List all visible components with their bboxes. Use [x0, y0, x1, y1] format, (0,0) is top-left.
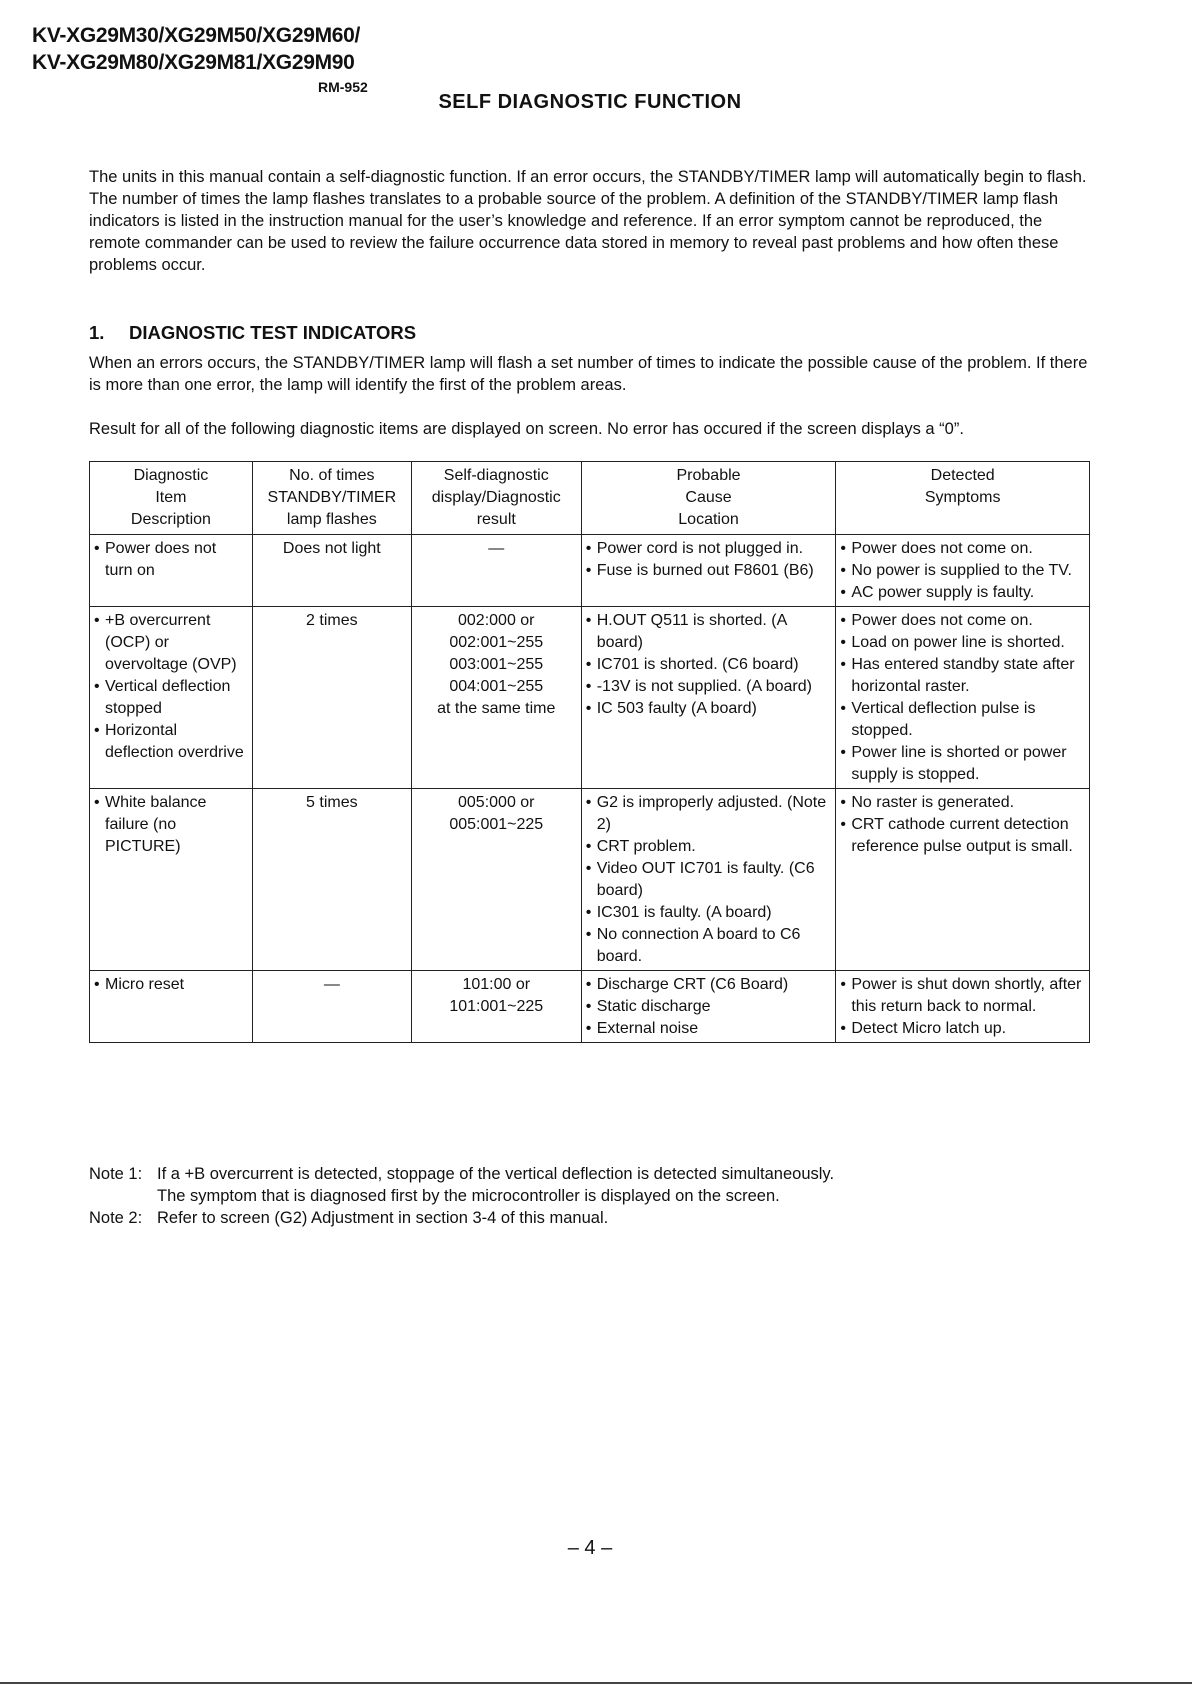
list-item: • Power is shut down shortly, after this return back to normal. — [840, 974, 1085, 1018]
display-line: 004:001~255 — [449, 678, 544, 695]
list-item: • Vertical deflection pulse is stopped. — [840, 698, 1085, 742]
table-header-row — [90, 462, 1090, 535]
list-item: • Fuse is burned out F8601 (B6) — [586, 560, 832, 582]
cell-item-description — [90, 607, 253, 789]
list-item: • IC301 is faulty. (A board) — [586, 902, 832, 924]
section-title: DIAGNOSTIC TEST INDICATORS — [129, 322, 417, 343]
table-row — [90, 607, 1090, 789]
section-paragraph-2: Result for all of the following diagnostic items are displayed on screen. No error has occured if the screen displays a “0”. — [89, 420, 964, 438]
list-item: • No connection A board to C6 board. — [586, 924, 832, 968]
list-item: • Power does not come on. — [840, 610, 1085, 632]
list-item: • Discharge CRT (C6 Board) — [586, 974, 832, 996]
list-item: • Micro reset — [94, 974, 248, 996]
list-item: • -13V is not supplied. (A board) — [586, 676, 832, 698]
note-2-text: Refer to screen (G2) Adjustment in section 3-4 of this manual. — [157, 1209, 609, 1227]
table-row — [90, 789, 1090, 971]
cell-lamp-flashes: — — [252, 971, 411, 1043]
list-item: • IC701 is shorted. (C6 board) — [586, 654, 832, 676]
list-item: • Video OUT IC701 is faulty. (C6 board) — [586, 858, 832, 902]
list-item: • Power cord is not plugged in. — [586, 538, 832, 560]
list-item: • CRT cathode current detection reference pulse output is small. — [840, 814, 1085, 858]
header-probable-cause: Probable Cause Location — [581, 462, 836, 535]
display-line: — — [488, 540, 505, 557]
list-item: • IC 503 faulty (A board) — [586, 698, 832, 720]
display-line: 005:001~225 — [449, 816, 544, 833]
list-item: • Power does not turn on — [94, 538, 248, 582]
section-paragraph-1: When an errors occurs, the STANDBY/TIMER lamp will flash a set number of times to indicate the possible cause of the problem. If there is more than one error, the lamp will identify the first of the problem areas. — [89, 354, 1088, 394]
list-item: • Power line is shorted or power supply is stopped. — [840, 742, 1085, 786]
cell-self-diagnostic-display — [411, 971, 581, 1043]
cell-probable-cause — [581, 971, 836, 1043]
list-item: • Static discharge — [586, 996, 832, 1018]
cell-detected-symptoms — [836, 535, 1090, 607]
cell-detected-symptoms — [836, 971, 1090, 1043]
list-item: • Detect Micro latch up. — [840, 1018, 1085, 1040]
list-item: • H.OUT Q511 is shorted. (A board) — [586, 610, 832, 654]
section-heading — [89, 322, 416, 344]
note-1 — [89, 1163, 834, 1185]
list-item: • No power is supplied to the TV. — [840, 560, 1085, 582]
intro-paragraph-1: The units in this manual contain a self-diagnostic function. If an error occurs, the STANDBY/TIMER lamp will automatically begin to flash. — [89, 168, 1087, 186]
note-1-text-line2: The symptom that is diagnosed first by the microcontroller is displayed on the screen. — [157, 1187, 780, 1205]
display-line: 003:001~255 — [449, 656, 544, 673]
note-1-continued — [89, 1185, 834, 1207]
display-line: 101:00 or — [462, 976, 531, 993]
header-item-description: Diagnostic Item Description — [90, 462, 253, 535]
display-line: 002:000 or — [458, 612, 535, 629]
display-line: 101:001~225 — [449, 998, 544, 1015]
note-2 — [89, 1207, 834, 1229]
diagnostic-table — [89, 461, 1090, 1043]
bottom-rule — [0, 1682, 1192, 1684]
table-row — [90, 971, 1090, 1043]
notes — [89, 1163, 834, 1229]
page-number: – 4 – — [567, 1537, 613, 1559]
display-line: 002:001~255 — [449, 634, 544, 651]
section-text — [89, 352, 1089, 440]
list-item: • Has entered standby state after horizontal raster. — [840, 654, 1085, 698]
list-item: • +B overcurrent (OCP) or overvoltage (OVP) — [94, 610, 248, 676]
header-self-diagnostic-display: Self-diagnostic display/Diagnostic result — [411, 462, 581, 535]
table-body — [90, 535, 1090, 1043]
cell-item-description — [90, 971, 253, 1043]
cell-detected-symptoms — [836, 789, 1090, 971]
intro-text — [89, 166, 1089, 276]
display-line: 005:000 or — [458, 794, 535, 811]
list-item: • G2 is improperly adjusted. (Note 2) — [586, 792, 832, 836]
list-item: • CRT problem. — [586, 836, 832, 858]
table-row — [90, 535, 1090, 607]
cell-probable-cause — [581, 607, 836, 789]
list-item: • Load on power line is shorted. — [840, 632, 1085, 654]
page-title: SELF DIAGNOSTIC FUNCTION — [438, 91, 742, 113]
cell-self-diagnostic-display — [411, 607, 581, 789]
cell-lamp-flashes: Does not light — [252, 535, 411, 607]
section-number: 1. — [89, 322, 105, 343]
cell-lamp-flashes: 5 times — [252, 789, 411, 971]
list-item: • Power does not come on. — [840, 538, 1085, 560]
cell-item-description — [90, 535, 253, 607]
model-numbers-line1: KV-XG29M30/XG29M50/XG29M60/ — [32, 24, 361, 47]
list-item: • Horizontal deflection overdrive — [94, 720, 248, 764]
list-item: • White balance failure (no PICTURE) — [94, 792, 248, 858]
list-item: • AC power supply is faulty. — [840, 582, 1085, 604]
note-2-label: Note 2: — [89, 1209, 143, 1227]
cell-detected-symptoms — [836, 607, 1090, 789]
note-1-text: If a +B overcurrent is detected, stoppage of the vertical deflection is detected simultaneously. — [157, 1165, 835, 1183]
cell-lamp-flashes: 2 times — [252, 607, 411, 789]
list-item: • No raster is generated. — [840, 792, 1085, 814]
header-detected-symptoms: Detected Symptoms — [836, 462, 1090, 535]
cell-self-diagnostic-display — [411, 535, 581, 607]
intro-paragraph-2: The number of times the lamp flashes translates to a probable source of the problem. A definition of the STANDBY/TIMER lamp flash indicators is listed in the instruction manual for the user’s knowledge and reference. If an error symptom cannot be reproduced, the remote commander can be used to review the failure occurrence data stored in memory to reveal past problems and how often these problems occur. — [89, 190, 1059, 274]
cell-probable-cause — [581, 535, 836, 607]
cell-probable-cause — [581, 789, 836, 971]
display-line: at the same time — [437, 700, 556, 717]
cell-item-description — [90, 789, 253, 971]
model-numbers-line2: KV-XG29M80/XG29M81/XG29M90 — [32, 51, 355, 74]
list-item: • External noise — [586, 1018, 832, 1040]
remote-model: RM-952 — [318, 79, 368, 95]
header-lamp-flashes: No. of times STANDBY/TIMER lamp flashes — [252, 462, 411, 535]
list-item: • Vertical deflection stopped — [94, 676, 248, 720]
note-1-label: Note 1: — [89, 1165, 143, 1183]
cell-self-diagnostic-display — [411, 789, 581, 971]
